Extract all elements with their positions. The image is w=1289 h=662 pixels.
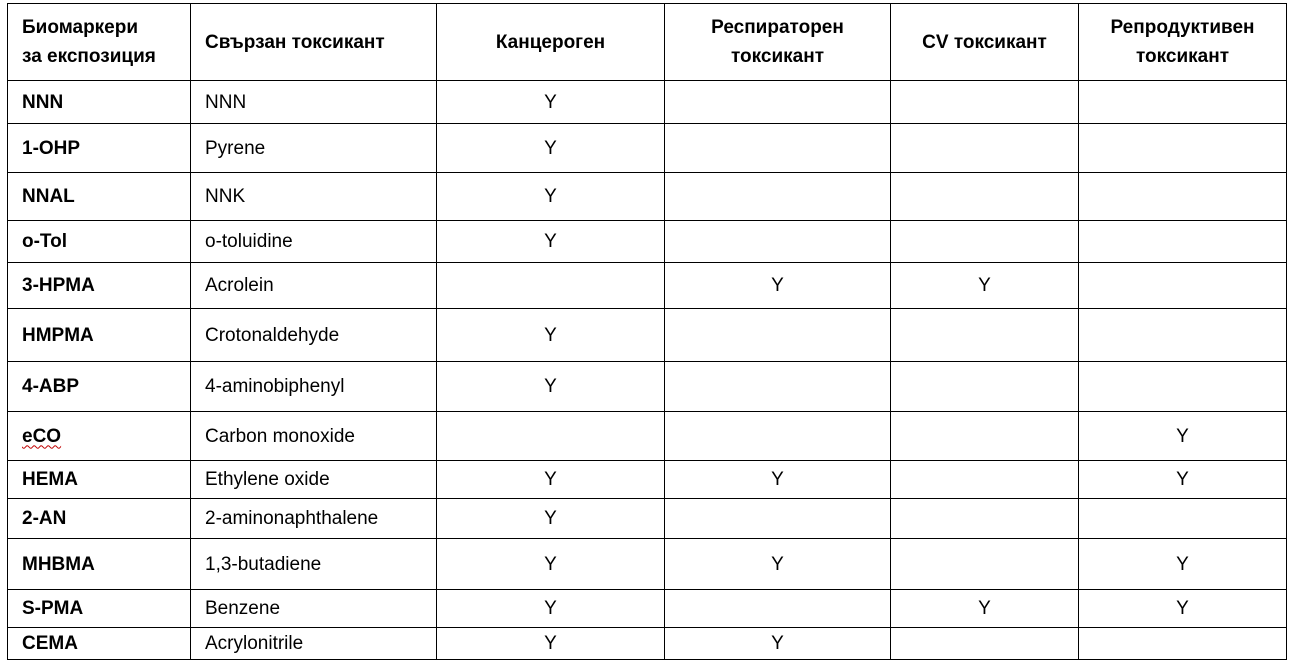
reproductive-cell — [1079, 309, 1287, 362]
carcinogen-cell: Y — [437, 124, 665, 173]
carcinogen-cell: Y — [437, 81, 665, 124]
table-row — [8, 539, 1287, 590]
respiratory-cell: Y — [665, 539, 891, 590]
carcinogen-cell: Y — [437, 362, 665, 412]
carcinogen-cell: Y — [437, 221, 665, 263]
cv-cell — [891, 628, 1079, 660]
table-row — [8, 628, 1287, 660]
reproductive-cell: Y — [1079, 461, 1287, 499]
respiratory-cell: Y — [665, 461, 891, 499]
carcinogen-cell: Y — [437, 539, 665, 590]
table-row — [8, 173, 1287, 221]
carcinogen-cell: Y — [437, 173, 665, 221]
reproductive-cell — [1079, 81, 1287, 124]
biomarker-cell: o-Tol — [8, 221, 191, 263]
header-cv: CV токсикант — [891, 4, 1079, 81]
header-biomarker-line1: Биомаркери — [22, 17, 139, 38]
biomarker-cell — [8, 412, 191, 461]
header-respiratory-line1: Респираторен — [711, 17, 844, 38]
respiratory-cell — [665, 412, 891, 461]
reproductive-cell — [1079, 499, 1287, 539]
table-row — [8, 221, 1287, 263]
reproductive-cell — [1079, 362, 1287, 412]
biomarker-cell: HEMA — [8, 461, 191, 499]
respiratory-cell — [665, 221, 891, 263]
cv-cell — [891, 362, 1079, 412]
reproductive-cell — [1079, 263, 1287, 309]
respiratory-cell — [665, 499, 891, 539]
header-reproductive-line2: токсикант — [1135, 46, 1230, 67]
header-respiratory-line2: токсикант — [730, 46, 825, 67]
header-toxicant: Свързан токсикант — [191, 4, 437, 81]
biomarker-cell: NNN — [8, 81, 191, 124]
reproductive-cell: Y — [1079, 539, 1287, 590]
cv-cell — [891, 81, 1079, 124]
biomarker-cell: CEMA — [8, 628, 191, 660]
toxicant-cell: NNN — [191, 81, 437, 124]
biomarker-toxicant-table — [7, 3, 1287, 660]
toxicant-cell: Benzene — [191, 590, 437, 628]
table-row — [8, 461, 1287, 499]
reproductive-cell: Y — [1079, 412, 1287, 461]
reproductive-cell — [1079, 221, 1287, 263]
table-row — [8, 499, 1287, 539]
cv-cell — [891, 173, 1079, 221]
biomarker-cell: S-PMA — [8, 590, 191, 628]
table-row — [8, 362, 1287, 412]
table-row — [8, 81, 1287, 124]
reproductive-cell: Y — [1079, 590, 1287, 628]
cv-cell — [891, 124, 1079, 173]
toxicant-cell: Ethylene oxide — [191, 461, 437, 499]
toxicant-cell: 2-aminonaphthalene — [191, 499, 437, 539]
biomarker-cell: HMPMA — [8, 309, 191, 362]
carcinogen-cell: Y — [437, 499, 665, 539]
respiratory-cell: Y — [665, 628, 891, 660]
respiratory-cell — [665, 309, 891, 362]
biomarker-cell: MHBMA — [8, 539, 191, 590]
biomarker-cell: 3-HPMA — [8, 263, 191, 309]
header-carcinogen: Канцероген — [437, 4, 665, 81]
carcinogen-cell: Y — [437, 309, 665, 362]
cv-cell — [891, 309, 1079, 362]
cv-cell: Y — [891, 263, 1079, 309]
toxicant-cell: Carbon monoxide — [191, 412, 437, 461]
reproductive-cell — [1079, 173, 1287, 221]
carcinogen-cell: Y — [437, 628, 665, 660]
reproductive-cell — [1079, 628, 1287, 660]
header-reproductive-line1: Репродуктивен — [1110, 17, 1255, 38]
respiratory-cell: Y — [665, 263, 891, 309]
cv-cell — [891, 461, 1079, 499]
biomarker-cell: 2-AN — [8, 499, 191, 539]
toxicant-cell: 4-aminobiphenyl — [191, 362, 437, 412]
cv-cell — [891, 412, 1079, 461]
header-biomarker-line2: за експозиция — [22, 46, 156, 67]
reproductive-cell — [1079, 124, 1287, 173]
toxicant-cell: NNK — [191, 173, 437, 221]
carcinogen-cell: Y — [437, 590, 665, 628]
carcinogen-cell — [437, 412, 665, 461]
respiratory-cell — [665, 124, 891, 173]
table-header-row — [8, 4, 1287, 81]
header-reproductive — [1079, 4, 1287, 81]
toxicant-cell: Acrolein — [191, 263, 437, 309]
biomarker-cell: NNAL — [8, 173, 191, 221]
toxicant-cell: Crotonaldehyde — [191, 309, 437, 362]
cv-cell: Y — [891, 590, 1079, 628]
carcinogen-cell — [437, 263, 665, 309]
table-row — [8, 412, 1287, 461]
biomarker-cell: 4-ABP — [8, 362, 191, 412]
respiratory-cell — [665, 362, 891, 412]
respiratory-cell — [665, 173, 891, 221]
respiratory-cell — [665, 81, 891, 124]
toxicant-cell: Acrylonitrile — [191, 628, 437, 660]
header-respiratory — [665, 4, 891, 81]
toxicant-cell: o-toluidine — [191, 221, 437, 263]
toxicant-cell: 1,3-butadiene — [191, 539, 437, 590]
table-row — [8, 590, 1287, 628]
cv-cell — [891, 499, 1079, 539]
respiratory-cell — [665, 590, 891, 628]
spellcheck-underlined-text: eCO — [22, 425, 62, 447]
toxicant-cell: Pyrene — [191, 124, 437, 173]
carcinogen-cell: Y — [437, 461, 665, 499]
cv-cell — [891, 539, 1079, 590]
cv-cell — [891, 221, 1079, 263]
header-biomarker — [8, 4, 191, 81]
table-row — [8, 309, 1287, 362]
table-row — [8, 124, 1287, 173]
table-row — [8, 263, 1287, 309]
biomarker-cell: 1-OHP — [8, 124, 191, 173]
